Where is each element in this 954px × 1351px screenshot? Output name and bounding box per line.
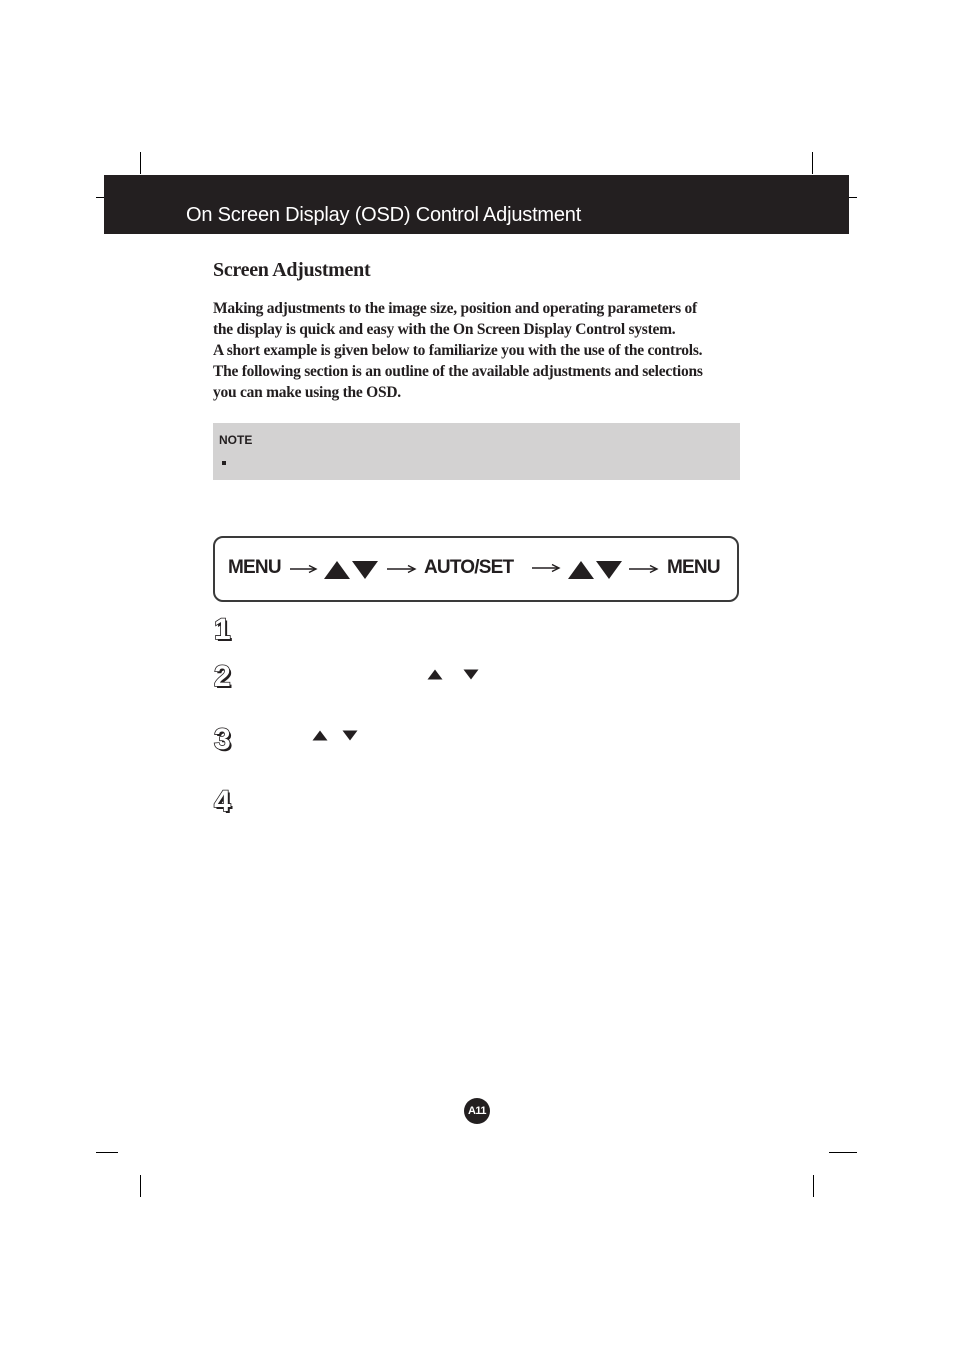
step-number-4: 4 xyxy=(214,785,231,818)
step-number-1: 1 xyxy=(214,613,231,646)
intro-line: the display is quick and easy with the On Screen Display Control system. xyxy=(213,321,676,338)
flow-menu-label: MENU xyxy=(228,557,281,578)
intro-line: A short example is given below to familiarize you with the use of the controls. xyxy=(213,342,703,359)
triangle-down-icon xyxy=(342,730,358,741)
step-number-2: 2 xyxy=(214,660,231,693)
page-number-badge: A11 xyxy=(464,1098,490,1124)
step-number-3: 3 xyxy=(214,723,231,756)
note-box xyxy=(213,423,740,480)
intro-line: The following section is an outline of the available adjustments and selections xyxy=(213,363,703,380)
crop-mark-top-right-horizontal xyxy=(849,197,857,198)
arrow-right-icon xyxy=(532,565,559,572)
header-title: On Screen Display (OSD) Control Adjustment xyxy=(186,204,582,226)
intro-paragraph xyxy=(213,298,743,403)
note-bullet-icon xyxy=(222,461,226,465)
triangle-up-icon xyxy=(324,561,350,579)
crop-mark-bottom-right-vertical xyxy=(813,1175,814,1197)
intro-line: Making adjustments to the image size, position and operating parameters of xyxy=(213,300,697,317)
triangle-down-icon xyxy=(596,561,622,579)
crop-mark-bottom-left-vertical xyxy=(140,1175,141,1197)
triangle-up-icon xyxy=(568,561,594,579)
section-title: Screen Adjustment xyxy=(213,259,371,281)
intro-line: you can make using the OSD. xyxy=(213,384,401,401)
crop-mark-top-right-vertical xyxy=(812,152,813,174)
crop-mark-bottom-left-horizontal xyxy=(96,1152,118,1153)
crop-mark-bottom-right-horizontal xyxy=(829,1152,857,1153)
arrow-right-icon xyxy=(629,566,657,573)
arrow-right-icon xyxy=(387,566,415,573)
triangle-down-icon xyxy=(352,561,378,579)
note-label: NOTE xyxy=(219,433,253,447)
osd-control-flow xyxy=(213,536,739,602)
triangle-down-icon xyxy=(463,669,479,680)
flow-auto-set-label: AUTO/SET xyxy=(424,557,514,578)
crop-mark-top-left-horizontal xyxy=(96,197,104,198)
flow-menu-end-label: MENU xyxy=(667,557,720,578)
crop-mark-top-left-vertical xyxy=(140,152,141,174)
header-bar xyxy=(104,175,849,234)
arrow-right-icon xyxy=(290,566,316,573)
triangle-up-icon xyxy=(427,669,443,680)
flow-arrows xyxy=(215,538,737,600)
triangle-up-icon xyxy=(312,730,328,741)
